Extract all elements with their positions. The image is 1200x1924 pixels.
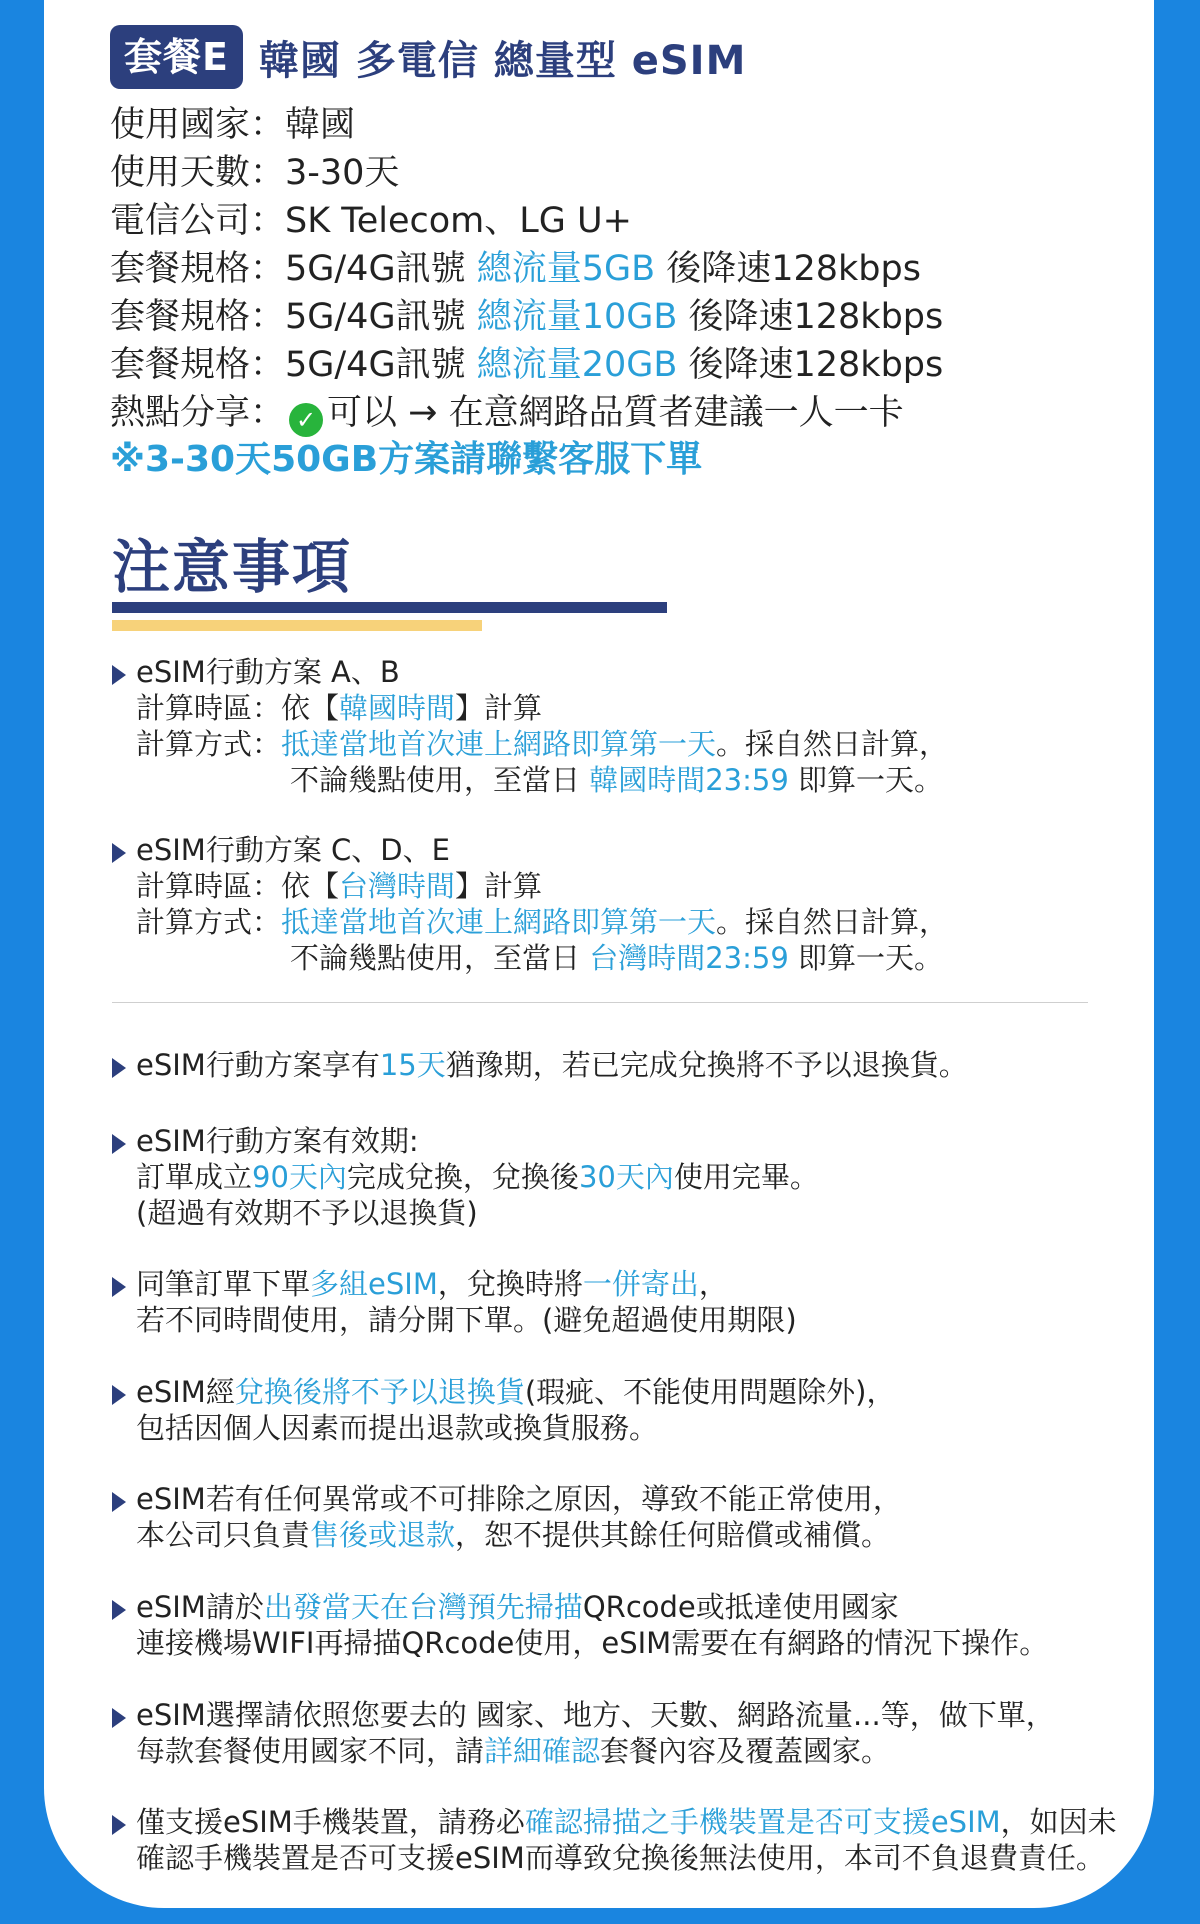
note-text: 同筆訂單下單 bbox=[136, 1267, 311, 1301]
note-text: 使用完畢。 bbox=[673, 1160, 819, 1194]
note-text: 即算一天。 bbox=[788, 763, 944, 797]
note-text: 僅支援eSIM手機裝置，請務必 bbox=[136, 1805, 525, 1839]
note-text: 計算方式： bbox=[136, 905, 282, 939]
spec-label: 熱點分享： bbox=[110, 393, 286, 433]
note-text: 每款套餐使用國家不同，請 bbox=[136, 1734, 485, 1768]
note-text: 若不同時間使用，請分開下單。(避免超過使用期限) bbox=[136, 1303, 797, 1337]
bullet-triangle-icon bbox=[112, 1708, 126, 1728]
note-text: 不論幾點使用，至當日 bbox=[290, 763, 590, 797]
note-text: 完成兌換，兌換後 bbox=[346, 1160, 579, 1194]
notice-title: 注意事項 bbox=[112, 533, 353, 601]
note-highlight: 確認掃描之手機裝置是否可支援eSIM bbox=[524, 1805, 1001, 1839]
notice-validity bbox=[112, 1123, 819, 1231]
note-text: 計算時區：依【 bbox=[136, 869, 340, 903]
note-highlight: 15天 bbox=[379, 1048, 446, 1082]
note-highlight: 台灣時間23:59 bbox=[589, 941, 789, 975]
note-highlight: 一併寄出 bbox=[582, 1267, 699, 1301]
spec-label: 套餐規格：5G/4G訊號 bbox=[110, 249, 477, 289]
note-highlight: 抵達當地首次連上網路即算第一天 bbox=[281, 905, 717, 939]
notice-plan-cde bbox=[112, 832, 948, 976]
note-text: 本公司只負責 bbox=[136, 1518, 311, 1552]
note-highlight: 台灣時間 bbox=[339, 869, 456, 903]
note-highlight: 多組eSIM bbox=[310, 1267, 438, 1301]
spec-country: 使用國家：韓國 bbox=[110, 105, 356, 145]
spec-plan-5gb bbox=[110, 246, 921, 292]
note-highlight: 90天內 bbox=[252, 1160, 347, 1194]
note-text: (瑕疵、不能使用問題除外)， bbox=[524, 1375, 896, 1409]
note-text: 】計算 bbox=[455, 691, 543, 725]
note-text: 。採自然日計算， bbox=[716, 727, 949, 761]
bullet-triangle-icon bbox=[112, 665, 126, 685]
bullet-triangle-icon bbox=[112, 1385, 126, 1405]
plan-header bbox=[110, 24, 746, 90]
spec-hotspot bbox=[110, 390, 904, 437]
note-heading: eSIM行動方案 A、B bbox=[136, 655, 400, 689]
bullet-triangle-icon bbox=[112, 1058, 126, 1078]
note-highlight: 韓國時間 bbox=[339, 691, 456, 725]
note-text: eSIM選擇請依照您要去的 國家、地方、天數、網路流量...等，做下單， bbox=[136, 1698, 1055, 1732]
note-highlight: 詳細確認 bbox=[484, 1734, 601, 1768]
spec-suffix: 後降速128kbps bbox=[677, 345, 944, 385]
note-highlight: 售後或退款 bbox=[310, 1518, 456, 1552]
note-text: 套餐內容及覆蓋國家。 bbox=[600, 1734, 891, 1768]
notice-device-support bbox=[112, 1804, 1117, 1876]
plan-title: 韓國 多電信 總量型 eSIM bbox=[258, 37, 747, 84]
note-text: 訂單成立 bbox=[136, 1160, 253, 1194]
notice-plan-ab bbox=[112, 654, 948, 798]
notice-selection bbox=[112, 1697, 1055, 1769]
section-divider bbox=[112, 1002, 1088, 1003]
note-text: ，如因未 bbox=[1000, 1805, 1117, 1839]
bullet-triangle-icon bbox=[112, 1815, 126, 1835]
spec-plan-10gb bbox=[110, 294, 943, 340]
spec-days: 使用天數：3-30天 bbox=[110, 153, 400, 193]
note-highlight: 抵達當地首次連上網路即算第一天 bbox=[281, 727, 717, 761]
title-underline-navy bbox=[112, 602, 667, 613]
note-text: 不論幾點使用，至當日 bbox=[290, 941, 590, 975]
spec-plan-20gb bbox=[110, 342, 943, 388]
note-text: ， bbox=[698, 1267, 728, 1301]
note-text: 包括因個人因素而提出退款或換貨服務。 bbox=[136, 1411, 659, 1445]
note-text: (超過有效期不予以退換貨) bbox=[136, 1196, 478, 1230]
notice-no-refund bbox=[112, 1374, 895, 1446]
bullet-triangle-icon bbox=[112, 843, 126, 863]
notice-qr-scan bbox=[112, 1589, 1048, 1661]
note-text: 計算時區：依【 bbox=[136, 691, 340, 725]
note-highlight: 出發當天在台灣預先掃描 bbox=[263, 1590, 583, 1624]
notice-cooling-off bbox=[112, 1047, 968, 1083]
spec-label: 套餐規格：5G/4G訊號 bbox=[110, 297, 477, 337]
note-text: 計算方式： bbox=[136, 727, 282, 761]
spec-highlight: 總流量10GB bbox=[476, 297, 678, 337]
check-icon: ✓ bbox=[289, 403, 323, 437]
note-text: 連接機場WIFI再掃描QRcode使用，eSIM需要在有網路的情況下操作。 bbox=[136, 1626, 1049, 1660]
bullet-triangle-icon bbox=[112, 1600, 126, 1620]
notice-liability bbox=[112, 1481, 902, 1553]
spec-highlight: 總流量20GB bbox=[476, 345, 678, 385]
spec-label: 套餐規格：5G/4G訊號 bbox=[110, 345, 477, 385]
note-text: eSIM請於 bbox=[136, 1590, 264, 1624]
plan-badge: 套餐E bbox=[110, 25, 243, 89]
bullet-triangle-icon bbox=[112, 1277, 126, 1297]
note-highlight: 韓國時間23:59 bbox=[589, 763, 789, 797]
spec-suffix: 後降速128kbps bbox=[655, 249, 921, 289]
note-text: 猶豫期，若已完成兌換將不予以退換貨。 bbox=[445, 1048, 968, 1082]
note-highlight: 30天內 bbox=[578, 1160, 674, 1194]
bullet-triangle-icon bbox=[112, 1492, 126, 1512]
note-text: eSIM若有任何異常或不可排除之原因，導致不能正常使用， bbox=[136, 1482, 902, 1516]
bullet-triangle-icon bbox=[112, 1134, 126, 1154]
note-text: eSIM行動方案有效期: bbox=[136, 1124, 419, 1158]
note-text: 確認手機裝置是否可支援eSIM而導致兌換後無法使用，本司不負退費責任。 bbox=[136, 1841, 1105, 1875]
title-underline-yellow bbox=[112, 620, 482, 631]
spec-value: 可以 → 在意網路品質者建議一人一卡 bbox=[327, 393, 904, 433]
note-text: ，恕不提供其餘任何賠償或補償。 bbox=[455, 1518, 891, 1552]
note-highlight: 兌換後將不予以退換貨 bbox=[234, 1375, 525, 1409]
note-text: QRcode或抵達使用國家 bbox=[582, 1590, 899, 1624]
note-text: eSIM經 bbox=[136, 1375, 235, 1409]
note-text: eSIM行動方案享有 bbox=[136, 1048, 380, 1082]
note-text: 。採自然日計算， bbox=[716, 905, 949, 939]
spec-highlight: 總流量5GB bbox=[476, 249, 656, 289]
spec-suffix: 後降速128kbps bbox=[677, 297, 944, 337]
notice-multi-order bbox=[112, 1266, 797, 1338]
plan-contact-note: ※3-30天50GB方案請聯繫客服下單 bbox=[110, 439, 703, 480]
note-heading: eSIM行動方案 C、D、E bbox=[136, 833, 450, 867]
spec-carrier: 電信公司：SK Telecom、LG U+ bbox=[110, 201, 632, 241]
note-text: 】計算 bbox=[455, 869, 543, 903]
note-text: 即算一天。 bbox=[788, 941, 944, 975]
note-text: ，兌換時將 bbox=[437, 1267, 583, 1301]
